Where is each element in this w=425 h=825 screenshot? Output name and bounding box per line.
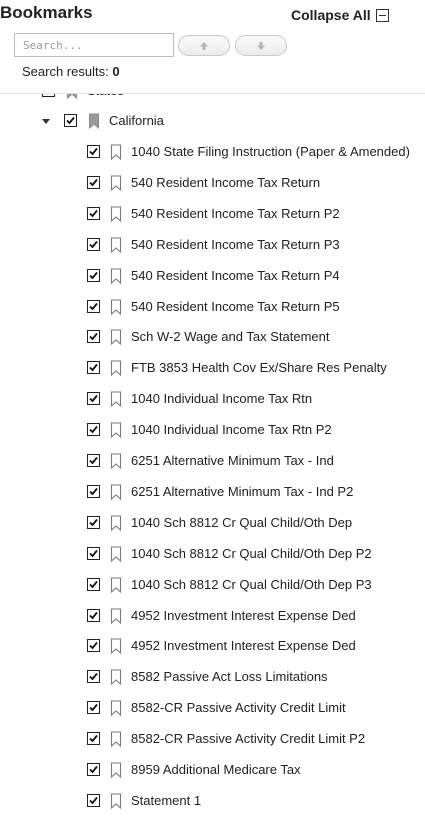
bookmark-checkbox[interactable] (87, 547, 100, 560)
bookmark-checkbox[interactable] (87, 485, 100, 498)
bookmark-row[interactable] (0, 481, 425, 503)
bookmark-row[interactable] (0, 543, 425, 565)
bookmark-checkbox[interactable] (87, 423, 100, 436)
bookmark-label[interactable]: 540 Resident Income Tax Return (131, 175, 321, 190)
bookmark-row[interactable] (0, 605, 425, 627)
bookmark-checkbox[interactable] (87, 763, 100, 776)
bookmark-label[interactable]: 1040 Individual Income Tax Rtn P2 (131, 422, 332, 437)
bookmark-icon (110, 453, 122, 469)
bookmark-icon (110, 329, 122, 345)
bookmark-row[interactable] (0, 296, 425, 318)
bookmark-label[interactable]: 4952 Investment Interest Expense Ded (131, 608, 356, 623)
bookmark-icon (110, 546, 122, 562)
bookmark-icon (110, 669, 122, 685)
bookmark-label[interactable]: Statement 1 (131, 793, 202, 808)
bookmark-row[interactable] (0, 419, 425, 441)
bookmark-label[interactable]: 1040 Sch 8812 Cr Qual Child/Oth Dep P3 (131, 577, 372, 592)
collapse-all-button[interactable] (291, 7, 389, 23)
bookmark-row[interactable] (0, 265, 425, 287)
bookmark-row[interactable] (0, 790, 425, 812)
bookmark-checkbox[interactable] (87, 361, 100, 374)
bookmark-label[interactable]: 6251 Alternative Minimum Tax - Ind (131, 453, 334, 468)
bookmark-checkbox[interactable] (87, 639, 100, 652)
bookmark-checkbox[interactable] (87, 732, 100, 745)
bookmark-row[interactable] (0, 728, 425, 750)
bookmark-row[interactable] (0, 574, 425, 596)
search-results (22, 64, 120, 79)
search-results-count: 0 (112, 64, 120, 79)
bookmark-icon (110, 793, 122, 809)
bookmark-label[interactable]: 6251 Alternative Minimum Tax - Ind P2 (131, 484, 354, 499)
bookmark-icon (110, 237, 122, 253)
bookmark-checkbox[interactable] (87, 701, 100, 714)
bookmark-checkbox[interactable] (87, 300, 100, 313)
bookmark-label[interactable]: 1040 State Filing Instruction (Paper & Amended) (131, 144, 410, 159)
bookmark-row[interactable] (0, 172, 425, 194)
next-result-button[interactable] (235, 35, 287, 56)
bookmark-checkbox[interactable] (87, 269, 100, 282)
bookmark-icon (110, 206, 122, 222)
bookmark-icon (110, 422, 122, 438)
bookmark-icon (110, 762, 122, 778)
expand-collapse-icon[interactable] (40, 115, 52, 127)
bookmark-row[interactable] (0, 697, 425, 719)
bookmark-label[interactable]: 540 Resident Income Tax Return P5 (131, 299, 340, 314)
bookmark-icon (110, 577, 122, 593)
bookmark-icon (110, 299, 122, 315)
bookmark-icon (110, 175, 122, 191)
bookmark-row[interactable] (0, 234, 425, 256)
bookmark-checkbox[interactable] (87, 207, 100, 220)
bookmark-label[interactable]: 540 Resident Income Tax Return P2 (131, 206, 340, 221)
bookmark-icon (110, 391, 122, 407)
bookmark-checkbox[interactable] (87, 145, 100, 158)
bookmark-checkbox[interactable] (87, 578, 100, 591)
bookmark-label[interactable]: 1040 Sch 8812 Cr Qual Child/Oth Dep (131, 515, 353, 530)
arrow-up-icon (198, 40, 210, 52)
bookmark-icon (110, 484, 122, 500)
bookmark-label[interactable]: 1040 Sch 8812 Cr Qual Child/Oth Dep P2 (131, 546, 372, 561)
california-label[interactable]: California (109, 113, 164, 128)
bookmark-checkbox[interactable] (87, 392, 100, 405)
bookmark-checkbox[interactable] (87, 794, 100, 807)
search-results-label: Search results: (22, 64, 109, 79)
bookmark-row[interactable] (0, 388, 425, 410)
bookmark-filled-icon (88, 113, 100, 129)
bookmark-checkbox[interactable] (87, 176, 100, 189)
bookmark-row[interactable] (0, 357, 425, 379)
bookmark-label[interactable]: 8582-CR Passive Activity Credit Limit P2 (131, 731, 366, 746)
bookmark-checkbox[interactable] (87, 330, 100, 343)
bookmark-row[interactable] (0, 512, 425, 534)
bookmark-checkbox[interactable] (87, 516, 100, 529)
bookmark-checkbox[interactable] (87, 670, 100, 683)
collapse-all-label: Collapse All (291, 7, 371, 23)
bookmark-icon (110, 608, 122, 624)
bookmark-label[interactable]: Sch W-2 Wage and Tax Statement (131, 329, 330, 344)
bookmark-label[interactable]: 4952 Investment Interest Expense Ded (131, 638, 356, 653)
bookmark-row[interactable] (0, 203, 425, 225)
bookmark-label[interactable]: 8582 Passive Act Loss Limitations (131, 669, 328, 684)
bookmark-icon (110, 700, 122, 716)
bookmark-icon (110, 268, 122, 284)
bookmark-label[interactable]: 540 Resident Income Tax Return P3 (131, 237, 340, 252)
bookmark-checkbox[interactable] (87, 609, 100, 622)
bookmark-icon (110, 360, 122, 376)
bookmark-label[interactable]: 1040 Individual Income Tax Rtn (131, 391, 313, 406)
bookmark-checkbox[interactable] (87, 238, 100, 251)
bookmark-icon (110, 638, 122, 654)
bookmark-label[interactable]: 8959 Additional Medicare Tax (131, 762, 301, 777)
tree-row-california[interactable] (0, 110, 425, 132)
bookmark-row[interactable] (0, 635, 425, 657)
bookmark-icon (110, 144, 122, 160)
bookmark-label[interactable]: 540 Resident Income Tax Return P4 (131, 268, 340, 283)
bookmark-label[interactable]: FTB 3853 Health Cov Ex/Share Res Penalty (131, 360, 387, 375)
bookmark-row[interactable] (0, 141, 425, 163)
bookmark-row[interactable] (0, 666, 425, 688)
bookmark-icon (110, 731, 122, 747)
bookmark-row[interactable] (0, 759, 425, 781)
previous-result-button[interactable] (178, 35, 230, 56)
bookmark-row[interactable] (0, 450, 425, 472)
bookmarks-header (0, 0, 425, 94)
panel-title: Bookmarks (0, 3, 93, 22)
bookmark-row[interactable] (0, 326, 425, 348)
bookmark-icon (110, 515, 122, 531)
search-input[interactable] (14, 33, 174, 57)
bookmark-checkbox[interactable] (87, 454, 100, 467)
california-checkbox[interactable] (64, 114, 77, 127)
arrow-down-icon (255, 40, 267, 52)
collapse-minus-icon (376, 9, 389, 22)
bookmark-label[interactable]: 8582-CR Passive Activity Credit Limit (131, 700, 346, 715)
